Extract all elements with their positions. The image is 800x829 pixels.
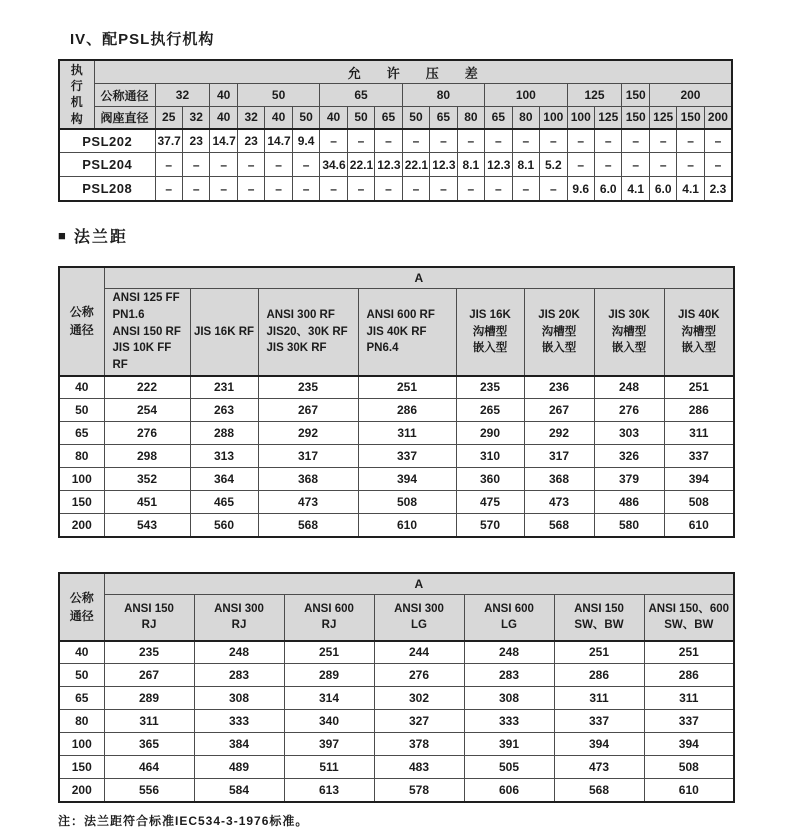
flange-distance-value: 267 [104, 664, 194, 687]
flange-distance-value: 340 [284, 710, 374, 733]
flange-distance-value: 333 [464, 710, 554, 733]
flange-distance-value: 543 [104, 514, 190, 537]
flange-distance-value: 584 [194, 779, 284, 802]
pressure-diff-value: 14.7 [265, 129, 292, 153]
flange-data-row [59, 687, 734, 710]
nominal-diameter-cell: 200 [59, 514, 104, 537]
pressure-diff-value: – [155, 177, 182, 201]
flange-distance-value: 384 [194, 733, 284, 756]
flange-distance-value: 290 [456, 422, 524, 445]
flange-distance-value: 286 [358, 399, 456, 422]
nominal-diameter-group: 40 [210, 84, 237, 106]
seat-diameter-value: 150 [677, 106, 704, 128]
nominal-diameter-cell: 65 [59, 687, 104, 710]
nominal-diameter-group: 150 [622, 84, 649, 106]
flange-distance-value: 613 [284, 779, 374, 802]
pressure-diff-value: – [292, 177, 319, 201]
section-title-flange-distance [58, 224, 733, 247]
flange-standard-header: ANSI 150、600 SW、BW [644, 595, 734, 641]
pressure-diff-value: 23 [182, 129, 209, 153]
pressure-diff-value: – [485, 129, 512, 153]
pressure-diff-value: 23 [237, 129, 264, 153]
flange-distance-value: 365 [104, 733, 194, 756]
flange-data-row [59, 641, 734, 664]
nominal-diameter-cell: 100 [59, 733, 104, 756]
flange-distance-value: 286 [664, 399, 734, 422]
seat-diameter-value: 32 [182, 106, 209, 128]
flange-distance-value: 379 [594, 468, 664, 491]
flange-distance-value: 222 [104, 376, 190, 399]
flange-distance-value: 298 [104, 445, 190, 468]
seat-diameter-value: 80 [512, 106, 539, 128]
actuator-model-label: PSL204 [59, 153, 155, 177]
nominal-diameter-cell: 150 [59, 756, 104, 779]
nominal-diameter-group: 80 [402, 84, 484, 106]
flange-distance-value: 236 [524, 376, 594, 399]
seat-diameter-value: 80 [457, 106, 484, 128]
header-row [59, 84, 732, 106]
flange-distance-value: 283 [464, 664, 554, 687]
flange-distance-value: 292 [524, 422, 594, 445]
nominal-diameter-cell: 40 [59, 376, 104, 399]
flange-distance-value: 313 [190, 445, 258, 468]
pressure-diff-value: 14.7 [210, 129, 237, 153]
pressure-diff-value: – [595, 129, 622, 153]
flange-standard-header: ANSI 600 RF JIS 40K RF PN6.4 [358, 289, 456, 376]
pressure-diff-value: – [210, 153, 237, 177]
pressure-diff-value: – [210, 177, 237, 201]
allowable-pressure-diff-header: 允许压差 [94, 60, 732, 84]
seat-diameter-value: 125 [595, 106, 622, 128]
nominal-diameter-group: 32 [155, 84, 210, 106]
flange-distance-value: 364 [190, 468, 258, 491]
dimension-a-header: A [104, 573, 734, 595]
pressure-diff-value: 9.4 [292, 129, 319, 153]
flange-distance-value: 276 [374, 664, 464, 687]
flange-distance-value: 394 [358, 468, 456, 491]
pressure-diff-value: 8.1 [512, 153, 539, 177]
pressure-diff-value: 12.3 [485, 153, 512, 177]
flange-distance-value: 248 [464, 641, 554, 664]
nominal-diameter-group: 200 [649, 84, 732, 106]
flange-distance-value: 610 [644, 779, 734, 802]
flange-distance-value: 511 [284, 756, 374, 779]
seat-diameter-label: 阀座直径 [94, 106, 155, 128]
pressure-diff-value: – [320, 177, 347, 201]
nominal-diameter-cell: 150 [59, 491, 104, 514]
flange-distance-value: 397 [284, 733, 374, 756]
flange-distance-value: 610 [664, 514, 734, 537]
header-row [59, 60, 732, 84]
flange-distance-table-1 [58, 266, 735, 538]
flange-distance-value: 451 [104, 491, 190, 514]
pressure-diff-value: 37.7 [155, 129, 182, 153]
flange-distance-value: 248 [194, 641, 284, 664]
pressure-diff-value: 8.1 [457, 153, 484, 177]
flange-distance-value: 489 [194, 756, 284, 779]
pressure-diff-value: 22.1 [402, 153, 429, 177]
seat-diameter-value: 32 [237, 106, 264, 128]
pressure-diff-value: – [622, 153, 649, 177]
flange-data-row [59, 733, 734, 756]
pressure-diff-value: – [485, 177, 512, 201]
nominal-diameter-cell: 200 [59, 779, 104, 802]
actuator-model-label: PSL202 [59, 129, 155, 153]
seat-diameter-value: 65 [485, 106, 512, 128]
nominal-diameter-cell: 80 [59, 445, 104, 468]
pressure-diff-value: – [704, 129, 732, 153]
flange-distance-value: 311 [358, 422, 456, 445]
flange-distance-value: 360 [456, 468, 524, 491]
flange-standard-header: ANSI 300 LG [374, 595, 464, 641]
flange-distance-value: 394 [554, 733, 644, 756]
pressure-diff-value: – [320, 129, 347, 153]
pressure-diff-value: – [402, 129, 429, 153]
actuator-corner-label [59, 60, 94, 129]
nominal-diameter-group: 65 [320, 84, 402, 106]
flange-distance-value: 326 [594, 445, 664, 468]
flange-distance-value: 303 [594, 422, 664, 445]
flange-distance-value: 251 [664, 376, 734, 399]
nominal-diameter-cell: 80 [59, 710, 104, 733]
flange-standard-header: ANSI 125 FF PN1.6 ANSI 150 RF JIS 10K FF RF [104, 289, 190, 376]
seat-diameter-value: 125 [649, 106, 676, 128]
flange-distance-value: 265 [456, 399, 524, 422]
flange-distance-value: 610 [358, 514, 456, 537]
flange-distance-value: 317 [524, 445, 594, 468]
pressure-diff-value: – [622, 129, 649, 153]
flange-distance-value: 337 [358, 445, 456, 468]
flange-distance-value: 235 [258, 376, 358, 399]
flange-distance-value: 580 [594, 514, 664, 537]
pressure-diff-value: – [567, 153, 594, 177]
flange-distance-value: 578 [374, 779, 464, 802]
flange-distance-value: 254 [104, 399, 190, 422]
nominal-diameter-cell: 40 [59, 641, 104, 664]
flange-distance-value: 391 [464, 733, 554, 756]
flange-data-row [59, 376, 734, 399]
flange-distance-value: 337 [644, 710, 734, 733]
flange-distance-value: 311 [664, 422, 734, 445]
pressure-diff-value: – [649, 129, 676, 153]
flange-distance-value: 475 [456, 491, 524, 514]
pressure-diff-value: – [677, 129, 704, 153]
seat-diameter-value: 40 [265, 106, 292, 128]
section-title-label: 法兰距 [73, 228, 128, 246]
flange-distance-value: 251 [358, 376, 456, 399]
pressure-diff-value: – [375, 129, 402, 153]
seat-diameter-value: 25 [155, 106, 182, 128]
pressure-diff-value: 6.0 [595, 177, 622, 201]
flange-data-row [59, 710, 734, 733]
flange-distance-value: 288 [190, 422, 258, 445]
flange-data-row [59, 514, 734, 537]
flange-data-row [59, 422, 734, 445]
flange-distance-value: 251 [284, 641, 374, 664]
pressure-diff-value: – [347, 177, 374, 201]
flange-standard-header: JIS 16K 沟槽型 嵌入型 [456, 289, 524, 376]
flange-distance-value: 508 [664, 491, 734, 514]
pressure-diff-value: 22.1 [347, 153, 374, 177]
nominal-diameter-label: 公称通径 [94, 84, 155, 106]
pressure-diff-value: 9.6 [567, 177, 594, 201]
actuator-data-row [59, 153, 732, 177]
flange-distance-value: 394 [644, 733, 734, 756]
pressure-diff-value: – [540, 129, 567, 153]
flange-distance-value: 267 [524, 399, 594, 422]
nominal-diameter-header [59, 267, 104, 376]
seat-diameter-value: 100 [567, 106, 594, 128]
flange-distance-value: 235 [104, 641, 194, 664]
pressure-diff-value: – [402, 177, 429, 201]
nominal-diameter-cell: 50 [59, 399, 104, 422]
flange-distance-table-2 [58, 572, 735, 803]
pressure-diff-value: – [375, 177, 402, 201]
pressure-diff-value: 12.3 [430, 153, 457, 177]
header-row [59, 595, 734, 641]
flange-distance-value: 556 [104, 779, 194, 802]
nominal-diameter-header-text: 公称通径 [69, 305, 94, 338]
flange-data-row [59, 491, 734, 514]
seat-diameter-value: 200 [704, 106, 732, 128]
square-bullet-icon: ■ [58, 227, 68, 243]
psl-actuator-table [58, 59, 733, 202]
pressure-diff-value: – [182, 177, 209, 201]
flange-distance-value: 568 [524, 514, 594, 537]
flange-distance-value: 568 [554, 779, 644, 802]
flange-distance-value: 505 [464, 756, 554, 779]
flange-distance-value: 465 [190, 491, 258, 514]
actuator-corner-label-text: 执行机构 [70, 63, 83, 126]
nominal-diameter-cell: 65 [59, 422, 104, 445]
nominal-diameter-cell: 50 [59, 664, 104, 687]
flange-data-row [59, 779, 734, 802]
header-row [59, 573, 734, 595]
flange-distance-value: 508 [358, 491, 456, 514]
nominal-diameter-group: 100 [485, 84, 567, 106]
flange-distance-value: 568 [258, 514, 358, 537]
flange-standard-header: ANSI 150 SW、BW [554, 595, 644, 641]
header-row [59, 289, 734, 376]
flange-distance-value: 267 [258, 399, 358, 422]
pressure-diff-value: 34.6 [320, 153, 347, 177]
flange-distance-value: 311 [554, 687, 644, 710]
pressure-diff-value: – [512, 129, 539, 153]
pressure-diff-value: – [457, 129, 484, 153]
dimension-a-header: A [104, 267, 734, 289]
pressure-diff-value: 12.3 [375, 153, 402, 177]
flange-distance-value: 606 [464, 779, 554, 802]
flange-distance-value: 276 [104, 422, 190, 445]
pressure-diff-value: 6.0 [649, 177, 676, 201]
nominal-diameter-cell: 100 [59, 468, 104, 491]
flange-distance-value: 483 [374, 756, 464, 779]
flange-distance-value: 473 [524, 491, 594, 514]
seat-diameter-value: 150 [622, 106, 649, 128]
flange-data-row [59, 756, 734, 779]
flange-distance-value: 352 [104, 468, 190, 491]
flange-distance-value: 251 [644, 641, 734, 664]
flange-standard-header: JIS 40K 沟槽型 嵌入型 [664, 289, 734, 376]
flange-distance-value: 248 [594, 376, 664, 399]
actuator-data-row [59, 177, 732, 201]
nominal-diameter-header-text: 公称通径 [69, 590, 94, 623]
pressure-diff-value: – [155, 153, 182, 177]
pressure-diff-value: – [649, 153, 676, 177]
flange-distance-value: 560 [190, 514, 258, 537]
seat-diameter-value: 65 [375, 106, 402, 128]
flange-distance-value: 310 [456, 445, 524, 468]
flange-standard-header: ANSI 300 RJ [194, 595, 284, 641]
flange-data-row [59, 468, 734, 491]
flange-standard-header: ANSI 600 LG [464, 595, 554, 641]
flange-distance-value: 333 [194, 710, 284, 733]
pressure-diff-value: – [677, 153, 704, 177]
flange-data-row [59, 445, 734, 468]
flange-distance-value: 308 [194, 687, 284, 710]
flange-distance-value: 276 [594, 399, 664, 422]
flange-distance-value: 570 [456, 514, 524, 537]
flange-distance-value: 314 [284, 687, 374, 710]
flange-distance-value: 317 [258, 445, 358, 468]
pressure-diff-value: – [540, 177, 567, 201]
pressure-diff-value: – [430, 177, 457, 201]
pressure-diff-value: 4.1 [677, 177, 704, 201]
flange-standard-header: JIS 20K 沟槽型 嵌入型 [524, 289, 594, 376]
footnote: 注：法兰距符合标准IEC534-3-1976标准。 [58, 813, 309, 828]
flange-distance-value: 286 [644, 664, 734, 687]
flange-data-row [59, 664, 734, 687]
seat-diameter-value: 65 [430, 106, 457, 128]
pressure-diff-value: – [347, 129, 374, 153]
flange-distance-value: 464 [104, 756, 194, 779]
flange-distance-value: 368 [258, 468, 358, 491]
nominal-diameter-header [59, 573, 104, 641]
flange-standard-header: ANSI 150 RJ [104, 595, 194, 641]
flange-distance-value: 289 [284, 664, 374, 687]
flange-standard-header: JIS 16K RF [190, 289, 258, 376]
flange-distance-value: 292 [258, 422, 358, 445]
flange-distance-value: 394 [664, 468, 734, 491]
flange-distance-value: 302 [374, 687, 464, 710]
pressure-diff-value: – [512, 177, 539, 201]
flange-standard-header: JIS 30K 沟槽型 嵌入型 [594, 289, 664, 376]
pressure-diff-value: – [292, 153, 319, 177]
flange-standard-header: ANSI 600 RJ [284, 595, 374, 641]
seat-diameter-value: 40 [210, 106, 237, 128]
flange-distance-value: 473 [554, 756, 644, 779]
pressure-diff-value: – [182, 153, 209, 177]
seat-diameter-value: 40 [320, 106, 347, 128]
actuator-data-row [59, 129, 732, 153]
flange-distance-value: 263 [190, 399, 258, 422]
flange-distance-value: 508 [644, 756, 734, 779]
header-row [59, 106, 732, 128]
pressure-diff-value: – [430, 129, 457, 153]
flange-distance-value: 283 [194, 664, 284, 687]
flange-distance-value: 311 [644, 687, 734, 710]
nominal-diameter-group: 50 [237, 84, 319, 106]
pressure-diff-value: – [237, 153, 264, 177]
page-title: IV、配PSL执行机构 [70, 31, 215, 48]
seat-diameter-value: 50 [347, 106, 374, 128]
flange-distance-value: 251 [554, 641, 644, 664]
flange-data-row [59, 399, 734, 422]
pressure-diff-value: – [457, 177, 484, 201]
pressure-diff-value: – [237, 177, 264, 201]
seat-diameter-value: 50 [292, 106, 319, 128]
actuator-model-label: PSL208 [59, 177, 155, 201]
flange-distance-value: 286 [554, 664, 644, 687]
flange-distance-value: 368 [524, 468, 594, 491]
pressure-diff-value: – [265, 177, 292, 201]
pressure-diff-value: – [567, 129, 594, 153]
flange-distance-value: 473 [258, 491, 358, 514]
flange-distance-value: 337 [664, 445, 734, 468]
flange-distance-value: 308 [464, 687, 554, 710]
flange-distance-value: 235 [456, 376, 524, 399]
header-row [59, 267, 734, 289]
flange-distance-value: 337 [554, 710, 644, 733]
flange-distance-value: 311 [104, 710, 194, 733]
flange-distance-value: 378 [374, 733, 464, 756]
pressure-diff-value: – [704, 153, 732, 177]
flange-distance-value: 327 [374, 710, 464, 733]
nominal-diameter-group: 125 [567, 84, 622, 106]
flange-distance-value: 486 [594, 491, 664, 514]
flange-standard-header: ANSI 300 RF JIS20、30K RF JIS 30K RF [258, 289, 358, 376]
pressure-diff-value: 4.1 [622, 177, 649, 201]
pressure-diff-value: – [595, 153, 622, 177]
pressure-diff-value: 2.3 [704, 177, 732, 201]
seat-diameter-value: 50 [402, 106, 429, 128]
pressure-diff-value: 5.2 [540, 153, 567, 177]
pressure-diff-value: – [265, 153, 292, 177]
seat-diameter-value: 100 [540, 106, 567, 128]
flange-distance-value: 231 [190, 376, 258, 399]
flange-distance-value: 244 [374, 641, 464, 664]
flange-distance-value: 289 [104, 687, 194, 710]
